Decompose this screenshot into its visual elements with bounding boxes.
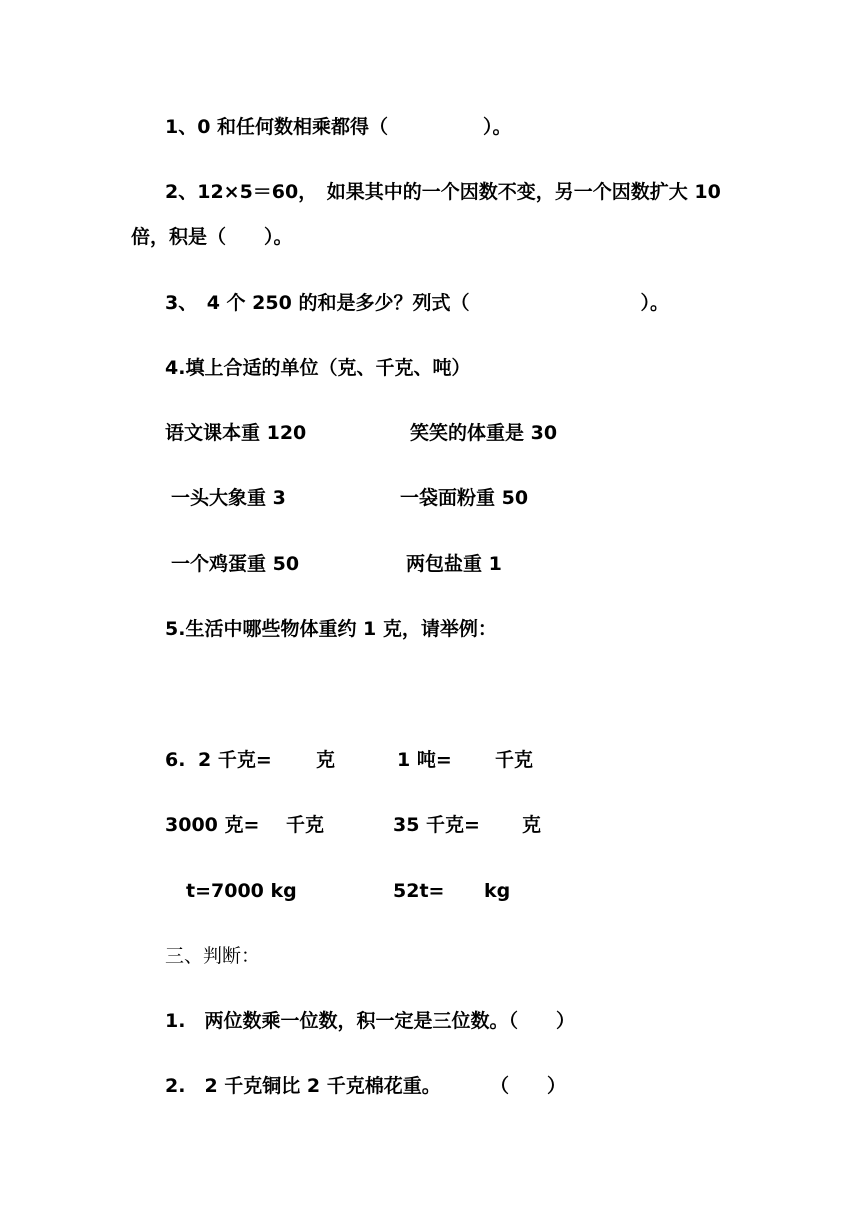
question-2-line-1: 2、12×5＝60， 如果其中的一个因数不变，另一个因数扩大 10 [165, 181, 721, 203]
unit-item-textbook: 语文课本重 120 [165, 422, 307, 444]
judgement-2-paren: （ ） [490, 1075, 567, 1097]
conversion-t-to-kg: 1 吨= [397, 749, 452, 771]
question-2-line-2: 倍，积是（ ）。 [131, 226, 293, 248]
question-6-label: 6. [165, 749, 186, 771]
judgement-2: 2. 2 千克铜比 2 千克棉花重。 [165, 1075, 441, 1097]
question-4: 4.填上合适的单位（克、千克、吨） [165, 357, 471, 379]
section-3-title: 三、判断： [165, 945, 261, 967]
conversion-g-to-kg: 3000 克= [165, 814, 260, 836]
conversion-kg-to-g-2: 35 千克= [393, 814, 480, 836]
unit-item-egg: 一个鸡蛋重 50 [171, 553, 300, 575]
conversion-t-kg: t=7000 kg [186, 880, 297, 902]
unit-item-flour: 一袋面粉重 50 [400, 487, 529, 509]
conversion-unit-kg-2: 千克 [286, 814, 325, 836]
judgement-1: 1. 两位数乘一位数，积一定是三位数。（ ） [165, 1010, 575, 1032]
conversion-kg-to-g: 2 千克= [198, 749, 272, 771]
unit-item-salt: 两包盐重 1 [406, 553, 502, 575]
conversion-unit-g: 克 [316, 749, 336, 771]
question-1: 1、0 和任何数相乘都得（ ）。 [165, 116, 512, 138]
unit-item-elephant: 一头大象重 3 [171, 487, 286, 509]
conversion-52t: 52t= [393, 880, 445, 902]
question-3: 3、 4 个 250 的和是多少？列式（ ）。 [165, 292, 669, 314]
conversion-unit-g-2: 克 [522, 814, 542, 836]
unit-item-weight: 笑笑的体重是 30 [410, 422, 558, 444]
question-5: 5.生活中哪些物体重约 1 克，请举例： [165, 618, 497, 640]
conversion-unit-kg: 千克 [495, 749, 534, 771]
conversion-unit-kg-3: kg [484, 880, 511, 902]
